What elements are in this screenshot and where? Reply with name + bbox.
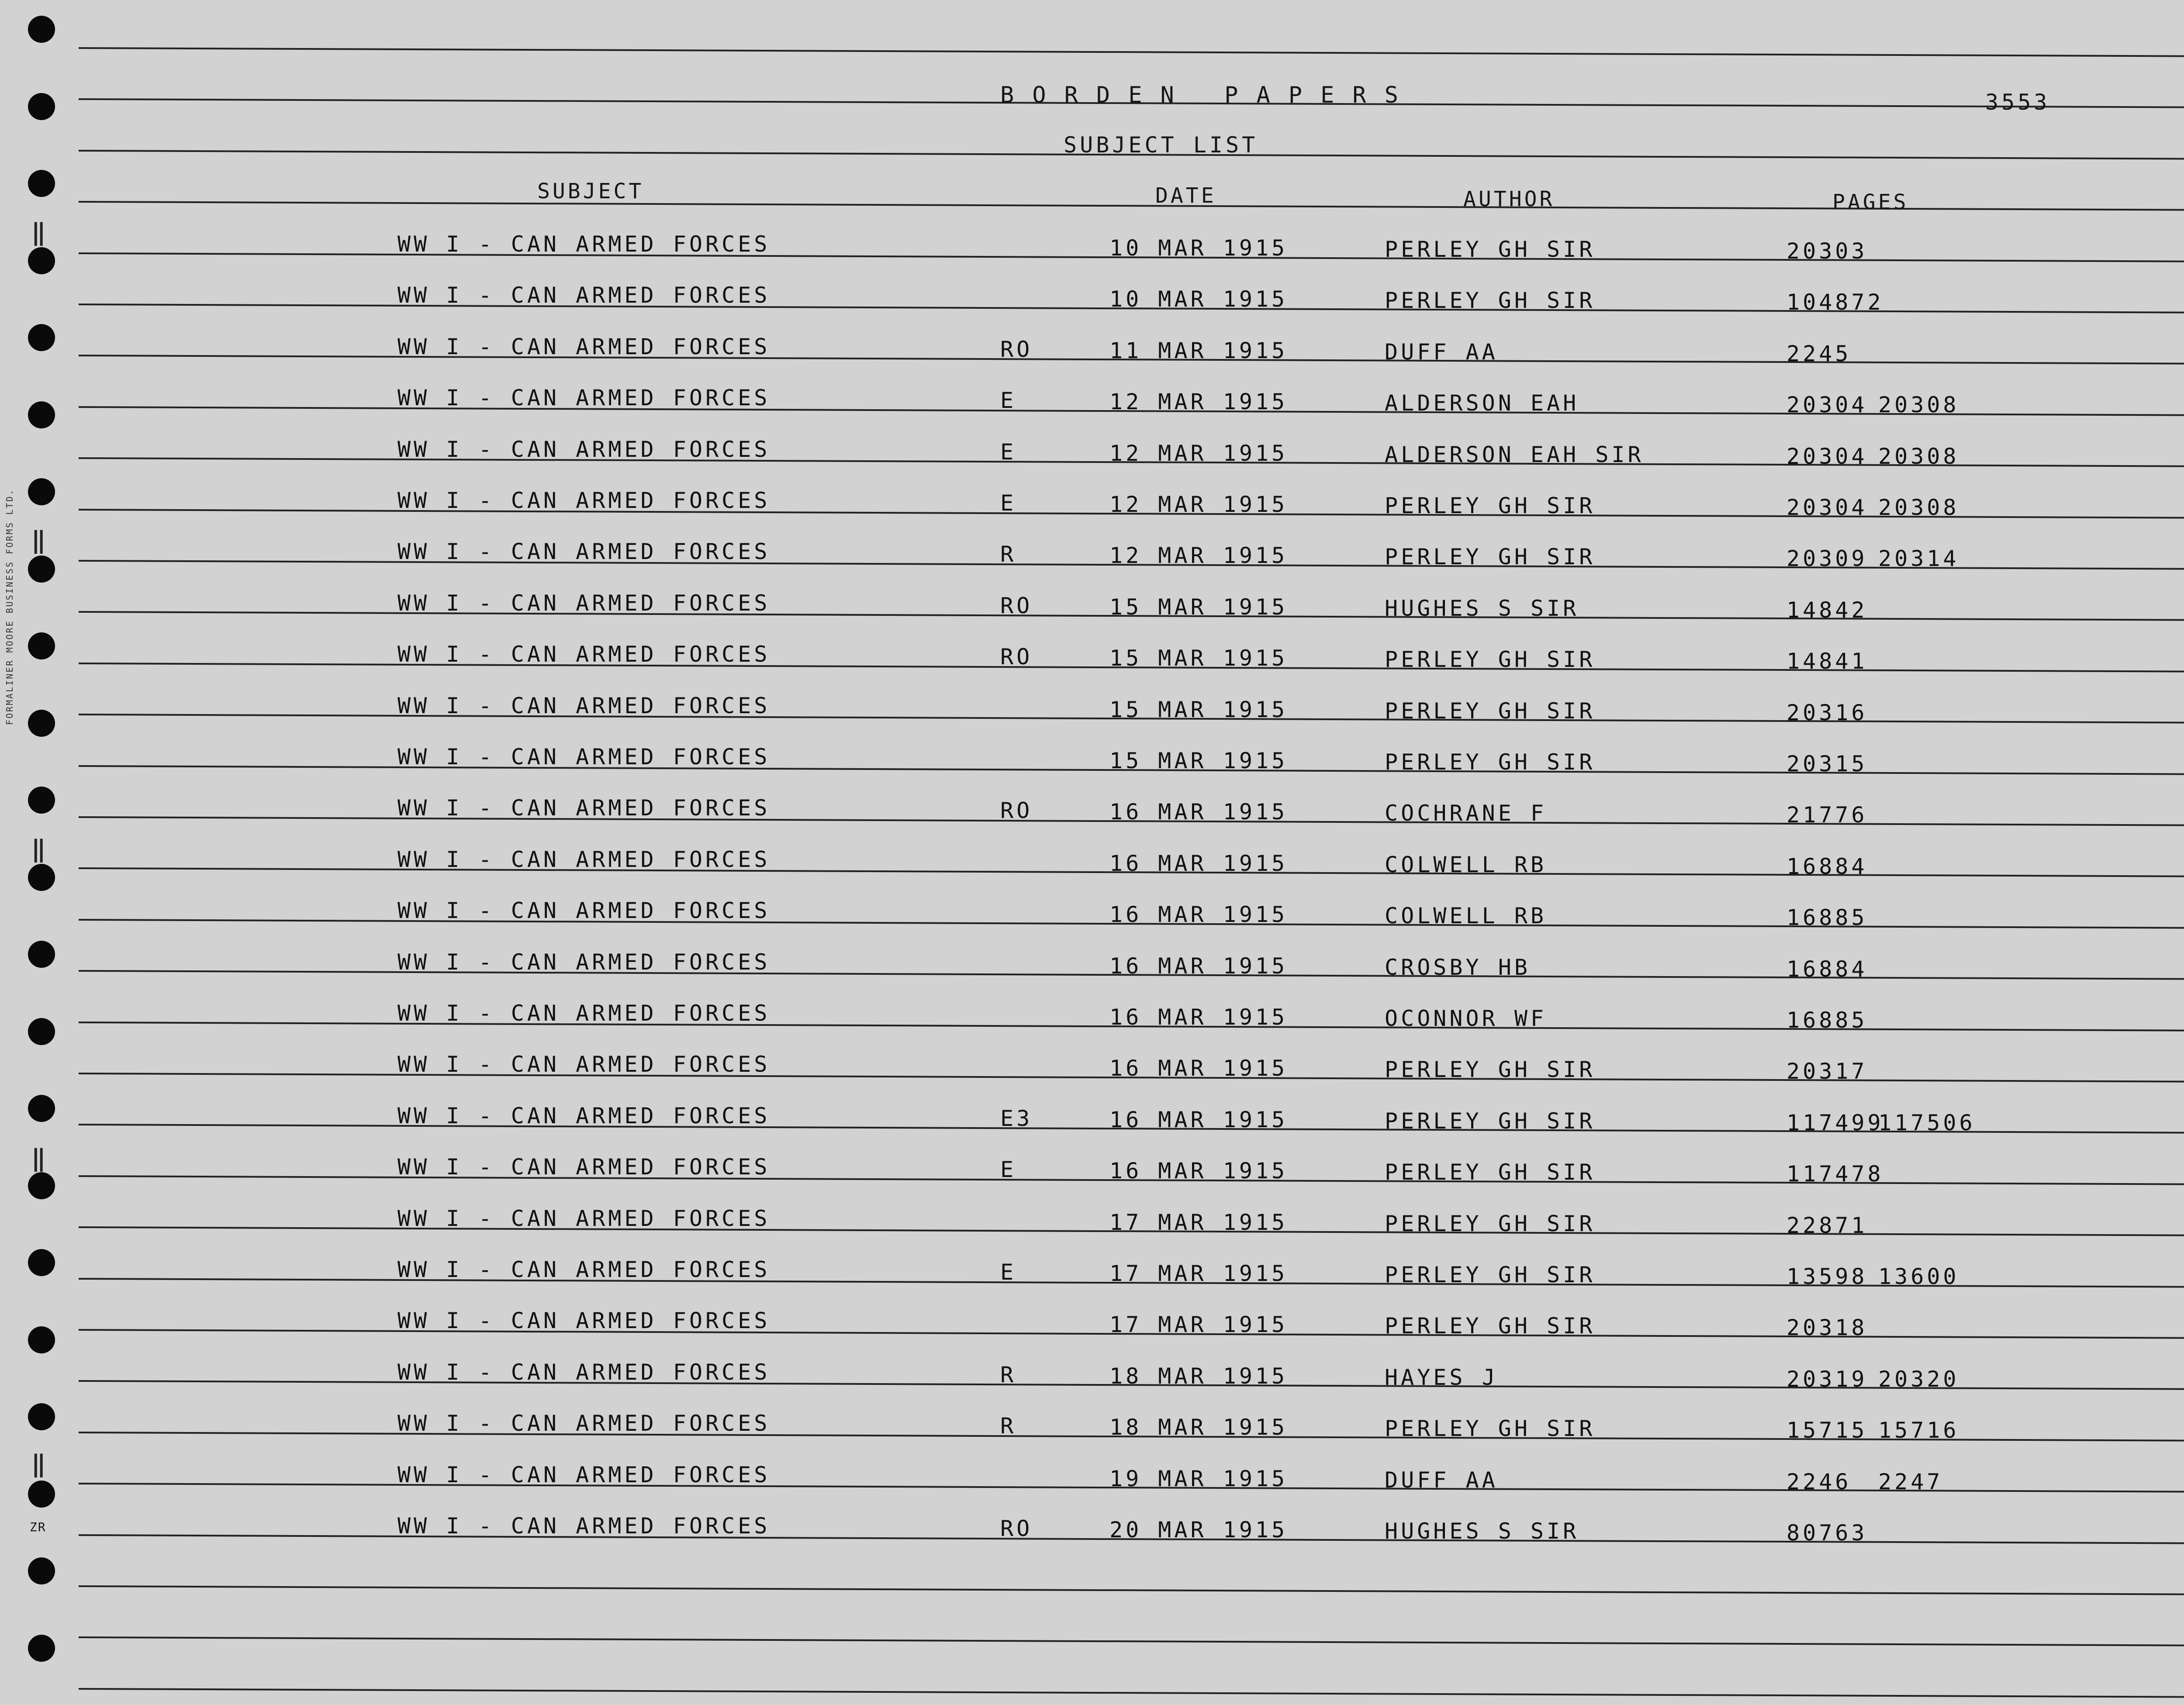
cell-author: PERLEY GH SIR bbox=[1385, 1160, 1596, 1185]
cell-author: PERLEY GH SIR bbox=[1385, 1108, 1596, 1134]
ruled-line bbox=[79, 47, 2184, 57]
sprocket-hole bbox=[28, 864, 55, 891]
perforation-mark: ‖ bbox=[31, 526, 48, 554]
sprocket-hole bbox=[28, 787, 55, 814]
cell-date: 15 MAR 1915 bbox=[1109, 697, 1288, 722]
cell-page1: 20316 bbox=[1787, 700, 1868, 725]
cell-author: PERLEY GH SIR bbox=[1385, 288, 1596, 314]
sprocket-hole bbox=[28, 1095, 55, 1122]
cell-page1: 16884 bbox=[1787, 956, 1868, 982]
cell-page1: 22871 bbox=[1787, 1212, 1868, 1238]
cell-page1: 80763 bbox=[1787, 1520, 1868, 1546]
cell-date: 16 MAR 1915 bbox=[1109, 1056, 1288, 1081]
cell-page1: 20318 bbox=[1787, 1315, 1868, 1341]
cell-author: PERLEY GH SIR bbox=[1385, 493, 1596, 518]
cell-author: OCONNOR WF bbox=[1385, 1006, 1547, 1031]
sprocket-hole bbox=[28, 247, 55, 274]
sprocket-hole bbox=[28, 170, 55, 197]
cell-code: R bbox=[1000, 1413, 1017, 1439]
cell-author: HUGHES S SIR bbox=[1385, 1519, 1579, 1544]
cell-page1: 16884 bbox=[1787, 853, 1868, 879]
sprocket-hole bbox=[28, 1481, 55, 1508]
cell-page1: 16885 bbox=[1787, 1008, 1868, 1033]
cell-page1: 20303 bbox=[1787, 238, 1868, 264]
perforation-mark: ‖ bbox=[31, 1450, 48, 1477]
sprocket-hole bbox=[28, 1249, 55, 1276]
cell-page2: 20308 bbox=[1878, 392, 1959, 418]
margin-code: ZR bbox=[30, 1520, 46, 1534]
cell-date: 17 MAR 1915 bbox=[1109, 1209, 1288, 1235]
cell-date: 16 MAR 1915 bbox=[1109, 953, 1288, 979]
cell-date: 16 MAR 1915 bbox=[1109, 902, 1288, 928]
cell-date: 12 MAR 1915 bbox=[1109, 492, 1288, 517]
cell-author: DUFF AA bbox=[1385, 339, 1498, 365]
sprocket-hole bbox=[28, 401, 55, 428]
cell-author: ALDERSON EAH bbox=[1385, 390, 1579, 416]
cell-page2: 20308 bbox=[1878, 443, 1959, 469]
cell-author: PERLEY GH SIR bbox=[1385, 1313, 1596, 1339]
cell-code: R bbox=[1000, 542, 1017, 567]
ruled-line bbox=[79, 1636, 2184, 1646]
cell-subject: WW I - CAN ARMED FORCES bbox=[397, 1205, 771, 1231]
cell-author: CROSBY HB bbox=[1385, 954, 1531, 980]
cell-subject: WW I - CAN ARMED FORCES bbox=[397, 488, 771, 513]
cell-date: 18 MAR 1915 bbox=[1109, 1415, 1288, 1440]
sprocket-hole bbox=[28, 941, 55, 968]
cell-date: 16 MAR 1915 bbox=[1109, 1158, 1288, 1184]
sprocket-hole bbox=[28, 632, 55, 659]
ruled-line bbox=[79, 1688, 2184, 1698]
cell-date: 16 MAR 1915 bbox=[1109, 799, 1288, 825]
cell-code: E3 bbox=[1000, 1105, 1033, 1131]
cell-author: PERLEY GH SIR bbox=[1385, 698, 1596, 724]
cell-subject: WW I - CAN ARMED FORCES bbox=[397, 744, 771, 770]
cell-author: PERLEY GH SIR bbox=[1385, 1211, 1596, 1236]
sprocket-hole bbox=[28, 1326, 55, 1353]
sprocket-hole bbox=[28, 710, 55, 737]
cell-author: COLWELL RB bbox=[1385, 852, 1547, 877]
cell-author: PERLEY GH SIR bbox=[1385, 1262, 1596, 1287]
cell-date: 12 MAR 1915 bbox=[1109, 440, 1288, 466]
cell-page1: 117499 bbox=[1787, 1110, 1884, 1136]
cell-page1: 16885 bbox=[1787, 905, 1868, 931]
column-header-author: AUTHOR bbox=[1463, 187, 1555, 211]
column-header-date: DATE bbox=[1155, 183, 1216, 208]
cell-date: 11 MAR 1915 bbox=[1109, 338, 1288, 363]
cell-page2: 117506 bbox=[1878, 1110, 1976, 1136]
cell-code: RO bbox=[1000, 798, 1033, 824]
cell-page1: 14842 bbox=[1787, 597, 1868, 623]
cell-page2: 13600 bbox=[1878, 1264, 1959, 1289]
cell-subject: WW I - CAN ARMED FORCES bbox=[397, 693, 771, 718]
cell-page1: 15715 bbox=[1787, 1418, 1868, 1443]
sprocket-hole bbox=[28, 16, 55, 43]
cell-date: 15 MAR 1915 bbox=[1109, 748, 1288, 773]
cell-code: E bbox=[1000, 388, 1017, 414]
cell-subject: WW I - CAN ARMED FORCES bbox=[397, 1103, 771, 1129]
cell-subject: WW I - CAN ARMED FORCES bbox=[397, 283, 771, 308]
cell-subject: WW I - CAN ARMED FORCES bbox=[397, 1513, 771, 1539]
sprocket-hole bbox=[28, 324, 55, 351]
cell-page1: 20315 bbox=[1787, 751, 1868, 777]
cell-date: 19 MAR 1915 bbox=[1109, 1466, 1288, 1491]
cell-code: RO bbox=[1000, 593, 1033, 618]
cell-date: 12 MAR 1915 bbox=[1109, 389, 1288, 415]
column-header-pages: PAGES bbox=[1832, 190, 1909, 214]
cell-subject: WW I - CAN ARMED FORCES bbox=[397, 334, 771, 359]
cell-date: 12 MAR 1915 bbox=[1109, 543, 1288, 569]
ruled-line bbox=[79, 1585, 2184, 1595]
cell-date: 17 MAR 1915 bbox=[1109, 1261, 1288, 1286]
sprocket-hole bbox=[28, 478, 55, 505]
cell-page2: 20308 bbox=[1878, 495, 1959, 520]
cell-author: ALDERSON EAH SIR bbox=[1385, 442, 1644, 467]
cell-author: DUFF AA bbox=[1385, 1467, 1498, 1493]
cell-subject: WW I - CAN ARMED FORCES bbox=[397, 1001, 771, 1026]
cell-date: 10 MAR 1915 bbox=[1109, 235, 1288, 261]
sprocket-hole bbox=[28, 1018, 55, 1045]
cell-author: COCHRANE F bbox=[1385, 801, 1547, 826]
cell-page1: 20309 bbox=[1787, 546, 1868, 572]
page-number: 3553 bbox=[1985, 90, 2050, 115]
cell-page2: 15716 bbox=[1878, 1418, 1959, 1443]
cell-page1: 21776 bbox=[1787, 802, 1868, 828]
cell-code: E bbox=[1000, 439, 1017, 465]
cell-page1: 117478 bbox=[1787, 1161, 1884, 1187]
cell-date: 18 MAR 1915 bbox=[1109, 1363, 1288, 1389]
sprocket-hole bbox=[28, 1557, 55, 1584]
cell-author: PERLEY GH SIR bbox=[1385, 544, 1596, 570]
cell-subject: WW I - CAN ARMED FORCES bbox=[397, 1359, 771, 1385]
cell-date: 20 MAR 1915 bbox=[1109, 1517, 1288, 1543]
cell-page1: 20304 bbox=[1787, 443, 1868, 469]
cell-date: 15 MAR 1915 bbox=[1109, 645, 1288, 671]
form-maker-imprint: FORMALINER MOORE BUSINESS FORMS LTD. bbox=[4, 488, 15, 725]
sprocket-hole bbox=[28, 1172, 55, 1199]
cell-subject: WW I - CAN ARMED FORCES bbox=[397, 1052, 771, 1077]
cell-subject: WW I - CAN ARMED FORCES bbox=[397, 949, 771, 975]
cell-date: 10 MAR 1915 bbox=[1109, 286, 1288, 312]
cell-code: RO bbox=[1000, 1516, 1033, 1541]
cell-subject: WW I - CAN ARMED FORCES bbox=[397, 795, 771, 821]
perforation-mark: ‖ bbox=[31, 1144, 48, 1172]
cell-author: HAYES J bbox=[1385, 1364, 1498, 1390]
cell-author: HUGHES S SIR bbox=[1385, 595, 1579, 621]
cell-date: 16 MAR 1915 bbox=[1109, 1107, 1288, 1132]
cell-code: E bbox=[1000, 1260, 1017, 1285]
cell-author: COLWELL RB bbox=[1385, 903, 1547, 929]
cell-subject: WW I - CAN ARMED FORCES bbox=[397, 1154, 771, 1180]
cell-subject: WW I - CAN ARMED FORCES bbox=[397, 642, 771, 667]
document-subtitle: SUBJECT LIST bbox=[1064, 132, 1258, 158]
cell-page1: 20319 bbox=[1787, 1366, 1868, 1392]
cell-author: PERLEY GH SIR bbox=[1385, 647, 1596, 673]
cell-author: PERLEY GH SIR bbox=[1385, 237, 1596, 262]
cell-code: E bbox=[1000, 1157, 1017, 1183]
cell-code: E bbox=[1000, 490, 1017, 516]
cell-subject: WW I - CAN ARMED FORCES bbox=[397, 231, 771, 257]
cell-author: PERLEY GH SIR bbox=[1385, 1057, 1596, 1083]
cell-author: PERLEY GH SIR bbox=[1385, 1416, 1596, 1442]
cell-subject: WW I - CAN ARMED FORCES bbox=[397, 436, 771, 462]
cell-page1: 2246 bbox=[1787, 1469, 1852, 1494]
sprocket-hole bbox=[28, 556, 55, 583]
cell-page2: 2247 bbox=[1878, 1469, 1943, 1494]
document-title: BORDEN PAPERS bbox=[1000, 82, 1417, 108]
sprocket-hole bbox=[28, 1403, 55, 1430]
cell-page1: 14841 bbox=[1787, 649, 1868, 674]
cell-subject: WW I - CAN ARMED FORCES bbox=[397, 385, 771, 411]
cell-subject: WW I - CAN ARMED FORCES bbox=[397, 1462, 771, 1488]
sprocket-hole bbox=[28, 1635, 55, 1662]
cell-subject: WW I - CAN ARMED FORCES bbox=[397, 898, 771, 924]
cell-page1: 2245 bbox=[1787, 341, 1852, 366]
cell-page2: 20320 bbox=[1878, 1366, 1959, 1392]
cell-page1: 20317 bbox=[1787, 1059, 1868, 1084]
cell-subject: WW I - CAN ARMED FORCES bbox=[397, 1411, 771, 1436]
cell-page1: 104872 bbox=[1787, 290, 1884, 315]
cell-subject: WW I - CAN ARMED FORCES bbox=[397, 539, 771, 565]
cell-date: 16 MAR 1915 bbox=[1109, 850, 1288, 876]
perforation-mark: ‖ bbox=[31, 835, 48, 863]
cell-date: 16 MAR 1915 bbox=[1109, 1004, 1288, 1030]
sprocket-hole bbox=[28, 93, 55, 120]
cell-date: 15 MAR 1915 bbox=[1109, 594, 1288, 620]
column-header-subject: SUBJECT bbox=[537, 179, 644, 204]
cell-code: RO bbox=[1000, 644, 1033, 670]
cell-subject: WW I - CAN ARMED FORCES bbox=[397, 1308, 771, 1334]
cell-page2: 20314 bbox=[1878, 546, 1959, 572]
cell-page1: 20304 bbox=[1787, 495, 1868, 520]
perforation-mark: ‖ bbox=[31, 218, 48, 246]
cell-subject: WW I - CAN ARMED FORCES bbox=[397, 846, 771, 872]
cell-page1: 13598 bbox=[1787, 1264, 1868, 1289]
cell-page1: 20304 bbox=[1787, 392, 1868, 418]
cell-subject: WW I - CAN ARMED FORCES bbox=[397, 590, 771, 616]
cell-author: PERLEY GH SIR bbox=[1385, 749, 1596, 775]
cell-code: R bbox=[1000, 1362, 1017, 1387]
cell-subject: WW I - CAN ARMED FORCES bbox=[397, 1257, 771, 1282]
cell-date: 17 MAR 1915 bbox=[1109, 1312, 1288, 1338]
cell-code: RO bbox=[1000, 336, 1033, 362]
